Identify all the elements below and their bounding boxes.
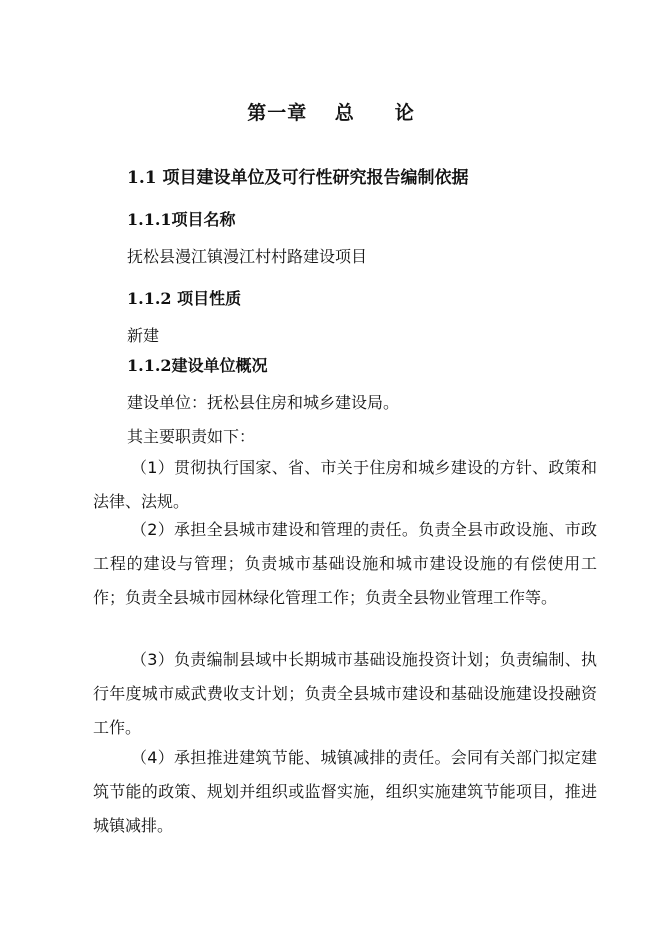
project-name-text: 抚松县漫江镇漫江村村路建设项目 <box>127 247 368 266</box>
section-heading-construction-unit: 1.1.2建设单位概况 <box>127 356 268 375</box>
section-heading-1-1: 1.1 项目建设单位及可行性研究报告编制依据 <box>127 168 469 188</box>
section-heading-project-nature: 1.1.2 项目性质 <box>127 289 242 308</box>
duty-paragraph-1: （1）贯彻执行国家、省、市关于住房和城乡建设的方针、政策和法律、法规。 <box>93 458 597 511</box>
duty-paragraph-4: （4）承担推进建筑节能、城镇减排的责任。会同有关部门拟定建筑节能的政策、规划并组织或监督实施，组织实施建筑节能项目，推进城镇减排。 <box>93 748 597 835</box>
duty-paragraph-3: （3）负责编制县域中长期城市基础设施投资计划；负责编制、执行年度城市威武费收支计划；负责全县城市建设和基础设施建设投融资工作。 <box>93 650 597 737</box>
section-heading-1-1-1: 1.1.1项目名称 <box>127 210 236 229</box>
chapter-title: 第一章 总 论 <box>247 102 415 124</box>
construction-unit-text: 建设单位：抚松县住房和城乡建设局。 <box>127 393 400 412</box>
duty-paragraph-2: （2）承担全县城市建设和管理的责任。负责全县市政设施、市政工程的建设与管理；负责城市基础设施和城市建设设施的有偿使用工作；负责全县城市园林绿化管理工作；负责全县物业管理工作等。 <box>93 520 597 607</box>
project-nature-text: 新建 <box>127 326 160 345</box>
duties-intro-text: 其主要职责如下： <box>127 427 256 446</box>
